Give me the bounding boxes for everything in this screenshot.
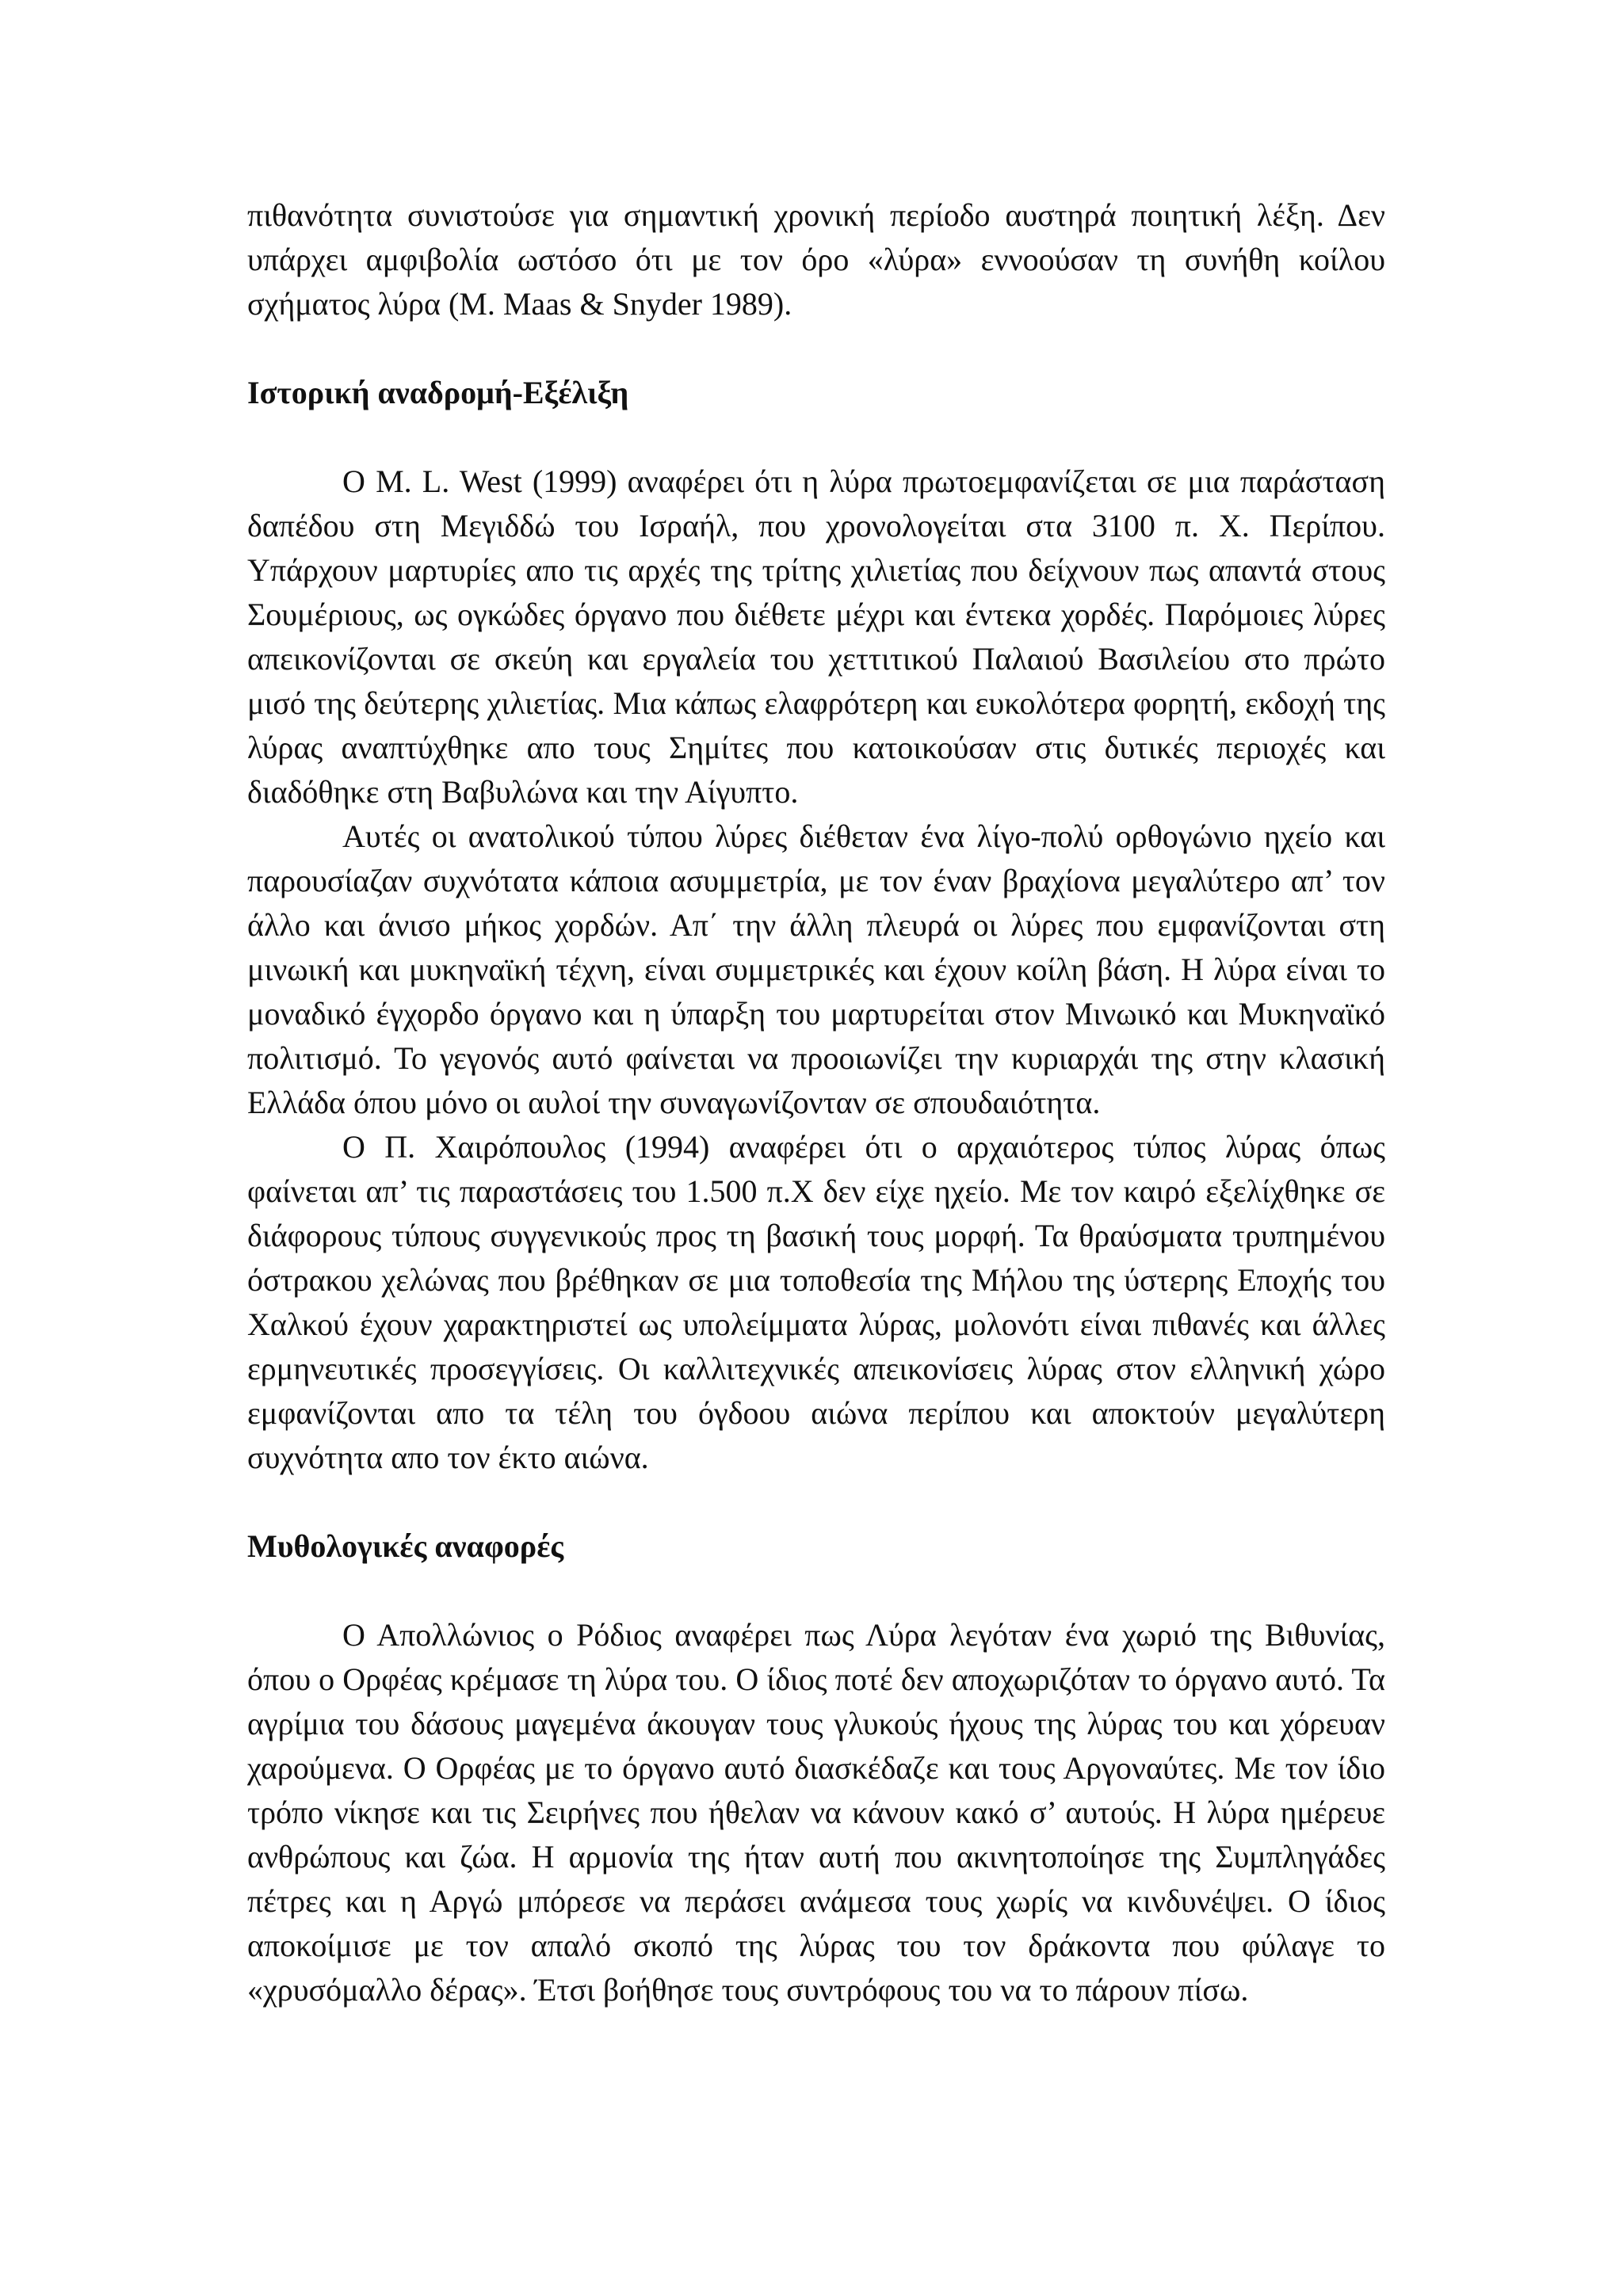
history-paragraph-2: Αυτές οι ανατολικού τύπου λύρες διέθεταν ένα λίγο-πολύ ορθογώνιο ηχείο και παρουσίαζαν συχνότατα κάποια ασυμμετρία, με τον έναν βραχίονα μεγαλύτερο απ’ τον άλλο και άνισο μήκος χορδών. Απ΄ την άλλη πλευρά οι λύρες που εμφανίζονται στη μινωική και μυκηναϊκή τέχνη, είναι συμμετρικές και έχουν κοίλη βάση. Η λύρα είναι το μοναδικό έγχορδο όργανο και η ύπαρξη του μαρτυρείται στον Μινωικό και Μυκηναϊκό πολιτισμό. Το γεγονός αυτό φαίνεται να προοιωνίζει την κυριαρχάι της στην κλασική Ελλάδα όπου μόνο οι αυλοί την συναγωνίζονταν σε σπουδαιότητα. (247, 818, 1385, 1120)
intro-paragraph: πιθανότητα συνιστούσε για σημαντική χρονική περίοδο αυστηρά ποιητική λέξη. Δεν υπάρχει αμφιβολία ωστόσο ότι με τον όρο «λύρα» εννοούσαν τη συνήθη κοίλου σχήματος λύρα (M. Maas & Snyder 1989). (247, 197, 1385, 322)
mythology-paragraph-1: Ο Απολλώνιος ο Ρόδιος αναφέρει πως Λύρα λεγόταν ένα χωριό της Βιθυνίας, όπου ο Ορφέας κρέμασε τη λύρα του. Ο ίδιος ποτέ δεν αποχωριζόταν το όργανο αυτό. Τα αγρίμια του δάσους μαγεμένα άκουγαν τους γλυκούς ήχους της λύρας του και χόρευαν χαρούμενα. Ο Ορφέας με το όργανο αυτό διασκέδαζε και τους Αργοναύτες. Με τον ίδιο τρόπο νίκησε και τις Σειρήνες που ήθελαν να κάνουν κακό σ’ αυτούς. Η λύρα ημέρευε ανθρώπους και ζώα. Η αρμονία της ήταν αυτή που ακινητοποίησε της Συμπληγάδες πέτρες και η Αργώ μπόρεσε να περάσει ανάμεσα τους χωρίς να κινδυνέψει. Ο ίδιος αποκοίμισε με τον απαλό σκοπό της λύρας του τον δράκοντα που φύλαγε το «χρυσόμαλλο δέρας». Έτσι βοήθησε τους συντρόφους του να το πάρουν πίσω. (247, 1617, 1385, 2008)
history-paragraph-1: Ο M. L. West (1999) αναφέρει ότι η λύρα πρωτοεμφανίζεται σε μια παράσταση δαπέδου στη Μεγιδδώ του Ισραήλ, που χρονολογείται στα 3100 π. Χ. Περίπου. Υπάρχουν μαρτυρίες απο τις αρχές της τρίτης χιλιετίας που δείχνουν πως απαντά στους Σουμέριους, ως ογκώδες όργανο που διέθετε μέχρι και έντεκα χορδές. Παρόμοιες λύρες απεικονίζονται σε σκεύη και εργαλεία του χεττιτικού Παλαιού Βασιλείου στο πρώτο μισό της δεύτερης χιλιετίας. Μια κάπως ελαφρότερη και ευκολότερα φορητή, εκδοχή της λύρας αναπτύχθηκε απο τους Σημίτες που κατοικούσαν στις δυτικές περιοχές και διαδόθηκε στη Βαβυλώνα και την Αίγυπτο. (247, 463, 1385, 810)
history-paragraph-3: Ο Π. Χαιρόπουλος (1994) αναφέρει ότι ο αρχαιότερος τύπος λύρας όπως φαίνεται απ’ τις παραστάσεις του 1.500 π.Χ δεν είχε ηχείο. Με τον καιρό εξελίχθηκε σε διάφορους τύπους συγγενικούς προς τη βασική τους μορφή. Τα θραύσματα τρυπημένου όστρακου χελώνας που βρέθηκαν σε μια τοποθεσία της Μήλου της ύστερης Εποχής του Χαλκού έχουν χαρακτηριστεί ως υπολείμματα λύρας, μολονότι είναι πιθανές και άλλες ερμηνευτικές προσεγγίσεις. Οι καλλιτεχνικές απεικονίσεις λύρας στον ελληνική χώρο εμφανίζονται απο τα τέλη του όγδοου αιώνα περίπου και αποκτούν μεγαλύτερη συχνότητα απο τον έκτο αιώνα. (247, 1129, 1385, 1475)
section-heading-history: Ιστορική αναδρομή-Εξέλιξη (247, 375, 629, 410)
section-heading-mythology: Μυθολογικές αναφορές (247, 1528, 564, 1564)
text-body (247, 193, 1385, 2012)
